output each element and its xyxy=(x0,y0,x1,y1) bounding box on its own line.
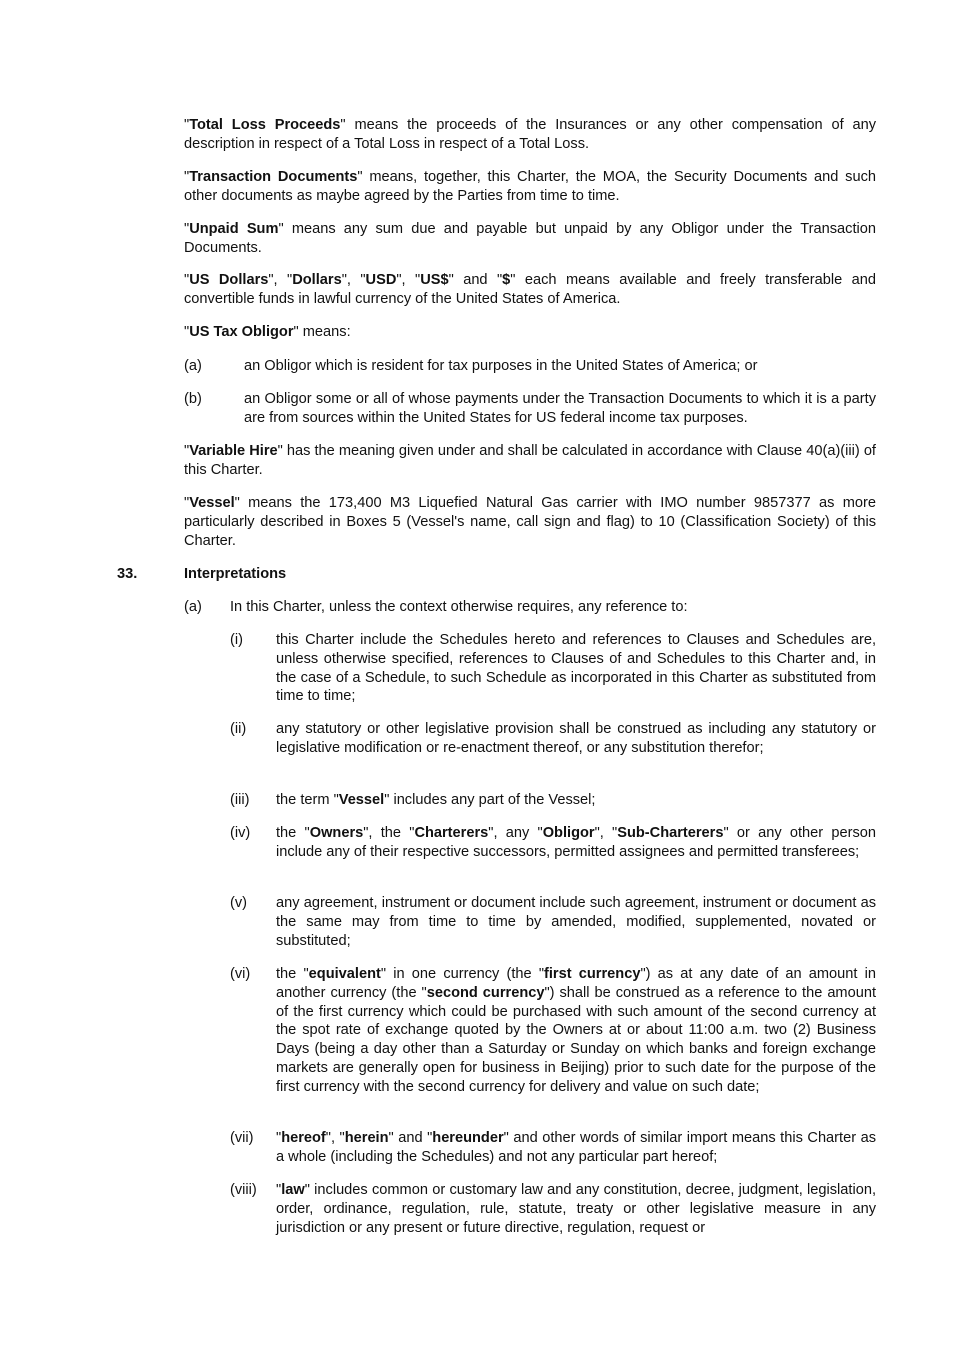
term: Variable Hire xyxy=(189,443,278,459)
item-text: the "Owners", the "Charterers", any "Obligor", "Sub-Charterers" or any other person include any of their respective successors, permitted assignees and permitted transferees; xyxy=(276,825,876,860)
item-label: (v) xyxy=(230,895,248,911)
list-item: an Obligor some or all of whose payments under the Transaction Documents to which it is a party are from sources within the United States for US federal income tax purposes. xyxy=(244,391,876,426)
item-label: (iii) xyxy=(230,792,250,808)
definition-vessel: "Vessel" means the 173,400 M3 Liquefied Natural Gas carrier with IMO number 9857377 as more particularly described in Boxes 5 (Vessel's name, call sign and flag) to 10 (Classification Society) of this Charter. xyxy=(184,495,876,549)
list-label: (a) xyxy=(184,358,202,374)
item-text: the term "Vessel" includes any part of the Vessel; xyxy=(276,792,596,808)
term: Total Loss Proceeds xyxy=(189,117,341,133)
definition-transaction-documents: "Transaction Documents" means, together, this Charter, the MOA, the Security Documents and such other documents as maybe agreed by the Parties from time to time. xyxy=(184,169,877,204)
item-label: (i) xyxy=(230,632,243,648)
item-text: "hereof", "herein" and "hereunder" and other words of similar import means this Charter as a whole (including the Schedules) and not any particular part hereof; xyxy=(276,1130,876,1165)
term: Vessel xyxy=(189,495,235,511)
item-label: (vi) xyxy=(230,966,251,982)
term: Transaction Documents xyxy=(189,169,358,185)
term: US Tax Obligor xyxy=(189,324,294,340)
item-text: this Charter include the Schedules hereto and references to Clauses and Schedules are, unless otherwise specified, references to Clauses of and Schedules to this Charter and, in the case of a Schedule, to such Schedule as incorporated in this Charter as substituted from time to time; xyxy=(276,632,876,705)
term: Unpaid Sum xyxy=(189,221,279,237)
definition-variable-hire: "Variable Hire" has the meaning given under and shall be calculated in accordance with Clause 40(a)(iii) of this Charter. xyxy=(184,443,876,478)
item-label: (viii) xyxy=(230,1182,257,1198)
item-label: (iv) xyxy=(230,825,251,841)
definition-unpaid-sum: "Unpaid Sum" means any sum due and payable but unpaid by any Obligor under the Transaction Documents. xyxy=(184,221,876,256)
section-number: 33. xyxy=(117,566,138,582)
item-text: any agreement, instrument or document include such agreement, instrument or document as the same may from time to time by amended, modified, supplemented, novated or substituted; xyxy=(276,895,876,949)
item-text: the "equivalent" in one currency (the "first currency") as at any date of an amount in another currency (the "second currency") shall be construed as a reference to the amount of the first currency which could be purchased with such amount of the second currency at the spot rate of exchange quoted by the Owners at or about 11:00 a.m. two (2) Business Days (being a day other than a Saturday or Sunday on which banks and foreign exchange markets are generally open for business in Beijing) prior to such date for the purpose of the first currency with the second currency for delivery and value on such date; xyxy=(276,966,876,1095)
clause-text: In this Charter, unless the context otherwise requires, any reference to: xyxy=(230,599,688,615)
item-label: (vii) xyxy=(230,1130,254,1146)
definition-total-loss-proceeds: "Total Loss Proceeds" means the proceeds of the Insurances or any other compensation of any description in respect of a Total Loss in respect of a Total Loss. xyxy=(184,117,876,152)
item-text: any statutory or other legislative provision shall be construed as including any statutory or legislative modification or re-enactment thereof, or any substitution therefor; xyxy=(276,721,876,756)
section-title: Interpretations xyxy=(184,566,287,582)
item-text: "law" includes common or customary law and any constitution, decree, judgment, legislation, order, ordinance, regulation, rule, statute, treaty or other legislative measure in any jurisdiction or any present or future directive, regulation, request or xyxy=(276,1182,876,1236)
definition-us-tax-obligor: "US Tax Obligor" means: xyxy=(184,324,351,340)
definition-us-dollars: "US Dollars", "Dollars", "USD", "US$" and "$" each means available and freely transferable and convertible funds in lawful currency of the United States of America. xyxy=(184,272,876,307)
list-label: (b) xyxy=(184,391,202,407)
clause-label: (a) xyxy=(184,599,202,615)
list-item: an Obligor which is resident for tax purposes in the United States of America; or xyxy=(244,358,758,374)
item-label: (ii) xyxy=(230,721,247,737)
